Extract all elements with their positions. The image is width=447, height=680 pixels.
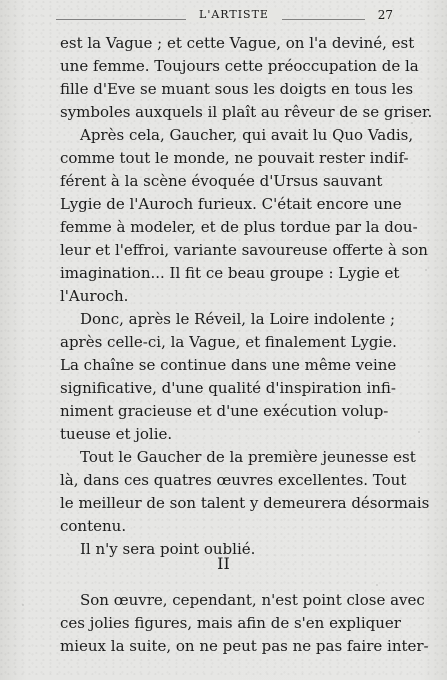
text-line: leur et l'effroi, variante savoureuse offerte à son (60, 241, 428, 259)
page-header (0, 0, 447, 32)
section-heading: II (217, 554, 230, 573)
lower-text (60, 589, 429, 658)
text-line: mieux la suite, on ne peut pas ne pas faire inter- (60, 637, 429, 655)
text-line: femme à modeler, et de plus tordue par la dou- (60, 218, 418, 236)
text-line: symboles auxquels il plaît au rêveur de se griser. (60, 103, 433, 121)
text-line: Il n'y sera point oublié. (80, 540, 256, 558)
text-line: Tout le Gaucher de la première jeunesse est (80, 448, 416, 466)
text-line: le meilleur de son talent y demeurera désormais (60, 494, 430, 512)
running-head: L'ARTISTE (186, 8, 282, 22)
text-line: férent à la scène évoquée d'Ursus sauvant (60, 172, 383, 190)
text-line: comme tout le monde, ne pouvait rester indif- (60, 149, 409, 167)
text-line: là, dans ces quatres œuvres excellentes. Tout (60, 471, 407, 489)
text-line: Après cela, Gaucher, qui avait lu Quo Vadis, (80, 126, 414, 144)
text-line: significative, d'une qualité d'inspiration infi- (60, 379, 396, 397)
paper-speckle (411, 122, 413, 124)
text-line: fille d'Eve se muant sous les doigts en tous les (60, 80, 414, 98)
paper-speckle (376, 584, 378, 586)
paper-speckle (22, 604, 24, 606)
text-line: est la Vague ; et cette Vague, on l'a deviné, est (60, 34, 415, 52)
text-line: contenu. (60, 517, 127, 535)
paper-speckle (418, 431, 420, 433)
main-text (60, 32, 433, 561)
text-line: après celle-ci, la Vague, et finalement Lygie. (60, 333, 397, 351)
text-line: une femme. Toujours cette préoccupation de la (60, 57, 419, 75)
paper-speckle (425, 269, 427, 271)
text-line: imagination... Il fit ce beau groupe : Lygie et (60, 264, 400, 282)
text-line: l'Auroch. (60, 287, 129, 305)
text-line: La chaîne se continue dans une même veine (60, 356, 397, 374)
text-line: tueuse et jolie. (60, 425, 173, 443)
text-line: Son œuvre, cependant, n'est point close avec (80, 591, 425, 609)
text-line: niment gracieuse et d'une exécution volup- (60, 402, 389, 420)
text-line: ces jolies figures, mais afin de s'en expliquer (60, 614, 401, 632)
page-number: 27 (365, 8, 393, 22)
text-line: Lygie de l'Auroch furieux. C'était encore une (60, 195, 402, 213)
text-line: Donc, après le Réveil, la Loire indolente ; (80, 310, 396, 328)
